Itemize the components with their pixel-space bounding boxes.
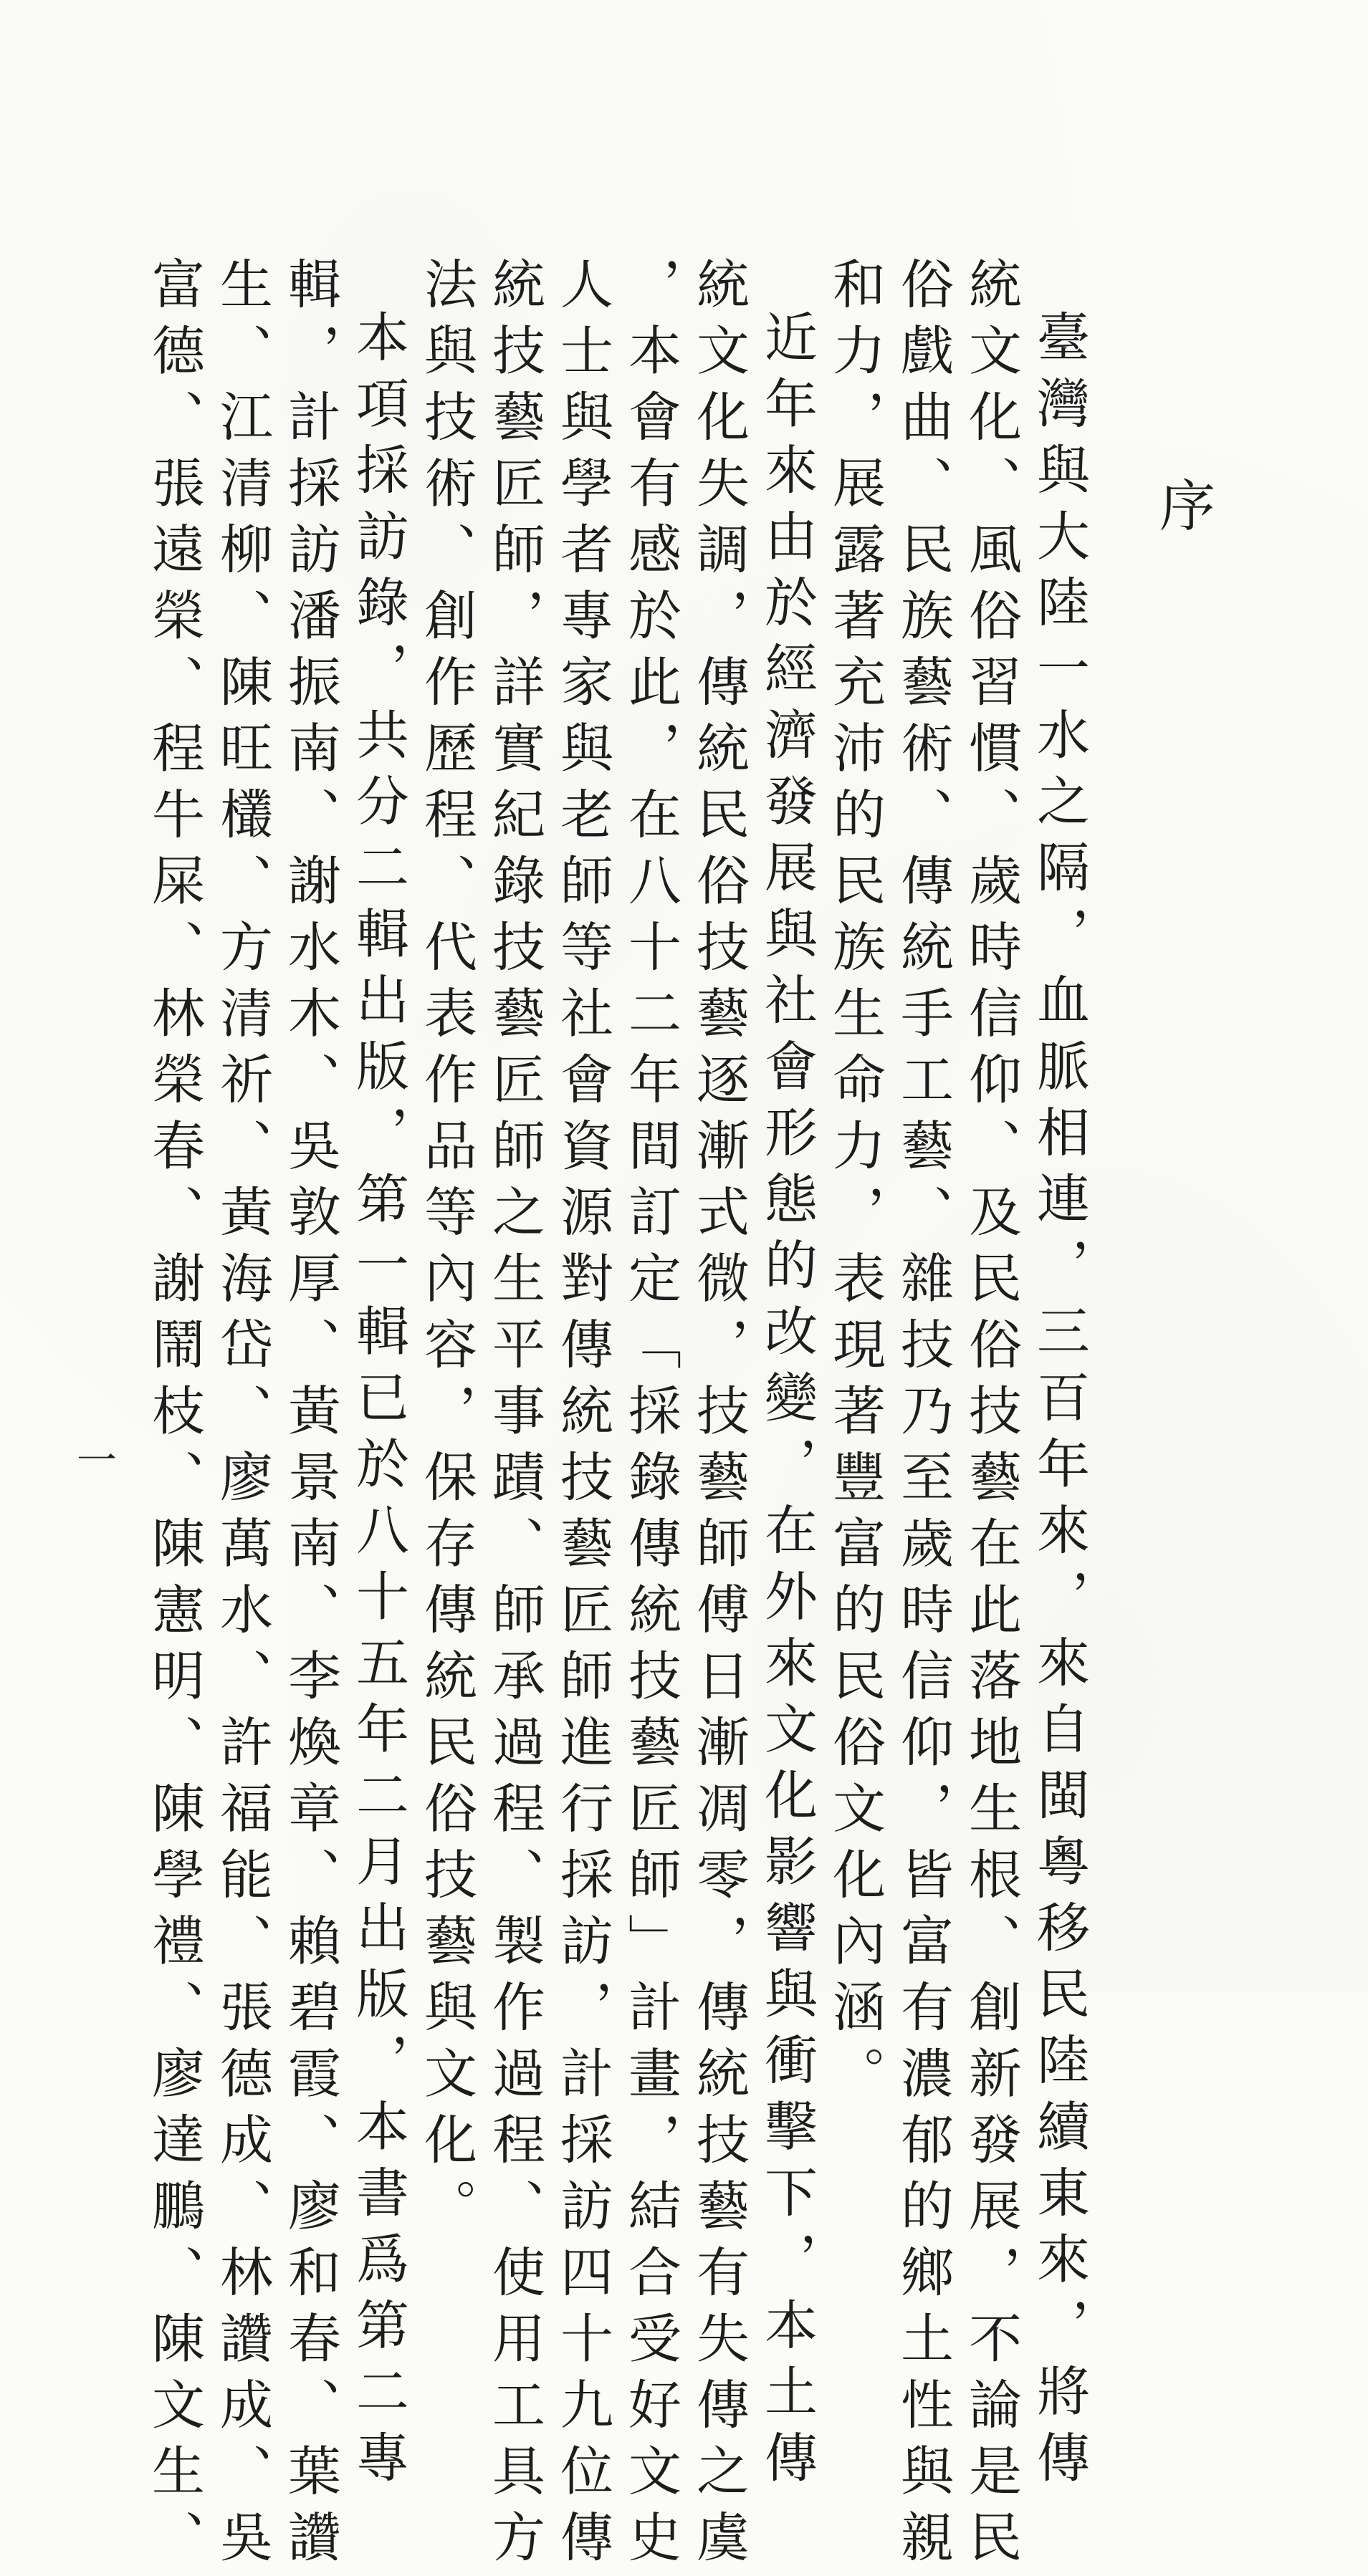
- text-column-7: ，本會有感於此，在八十二年間訂定「採錄傳統技藝匠師」計畫，結合受好文史: [620, 256, 681, 2576]
- text-column-2: 統文化、風俗習慣、歲時信仰、及民俗技藝在此落地生根、創新發展，不論是民: [960, 256, 1022, 2576]
- text-column-13: 生、江清柳、陳旺欉、方清祈、黃海岱、廖萬水、許福能、張德成、林讚成、吳: [211, 256, 273, 2576]
- text-column-4: 和力，展露著充沛的民族生命力，表現著豐富的民俗文化內涵。: [824, 256, 886, 2112]
- text-column-10: 法與技術、創作歷程、代表作品等內容，保存傳統民俗技藝與文化。: [416, 256, 477, 2244]
- text-column-6: 統文化失調，傳統民俗技藝逐漸式微，技藝師傅日漸凋零，傳統技藝有失傳之虞: [688, 256, 750, 2576]
- text-column-12: 輯，計採訪潘振南、謝水木、吳敦厚、黃景南、李煥章、賴碧霞、廖和春、葉讚: [279, 256, 341, 2576]
- text-column-14: 富德、張遠榮、程牛屎、林榮春、謝鬧枝、陳憲明、陳學禮、廖達鵬、陳文生、: [143, 256, 205, 2576]
- page-title: 序: [1150, 476, 1215, 532]
- text-column-8: 人士與學者專家與老師等社會資源對傳統技藝匠師進行採訪，計採訪四十九位傳: [552, 256, 613, 2576]
- text-column-3: 俗戲曲、民族藝術、傳統手工藝、雜技乃至歲時信仰，皆富有濃郁的鄉土性與親: [892, 256, 954, 2576]
- text-column-9: 統技藝匠師，詳實紀錄技藝匠師之生平事蹟、師承過程、製作過程、使用工具方: [484, 256, 545, 2576]
- text-column-5: 近年來由於經濟發展與社會形態的改變，在外來文化影響與衝擊下，本土傳: [756, 309, 818, 2496]
- text-column-11: 本項採訪錄，共分二輯出版，第一輯已於八十五年二月出版，本書爲第二專: [348, 309, 409, 2496]
- text-column-1: 臺灣與大陸一水之隔，血脈相連，三百年來，來自閩粵移民陸續東來，將傳: [1028, 309, 1090, 2496]
- page-number: 一: [77, 1438, 117, 1484]
